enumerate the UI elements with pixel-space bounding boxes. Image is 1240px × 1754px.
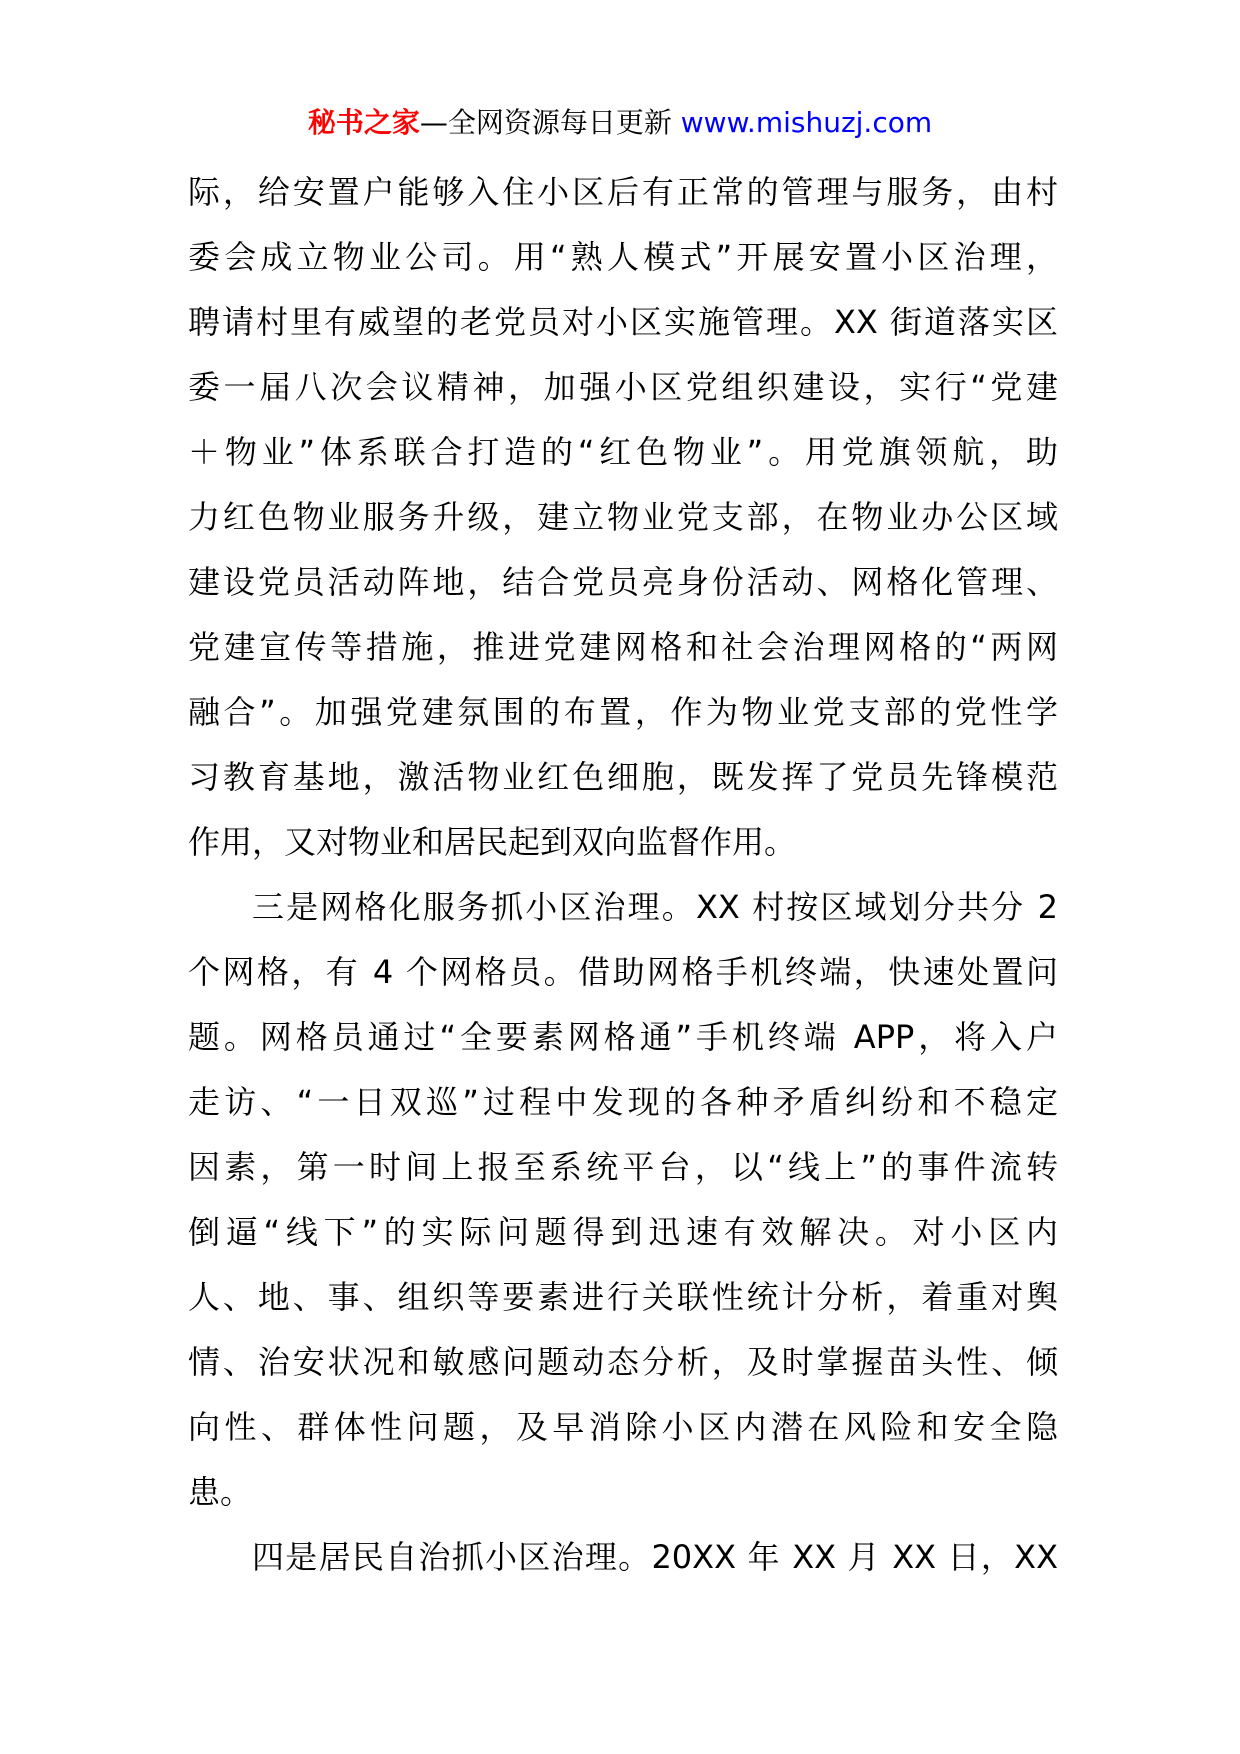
text-line: 情、治安状况和敏感问题动态分析，及时掌握苗头性、倾 (188, 1343, 1058, 1381)
text-line: 委一届八次会议精神，加强小区党组织建设，实行“党建 (188, 368, 1058, 406)
text-line: 人、地、事、组织等要素进行关联性统计分析，着重对舆 (188, 1278, 1058, 1316)
text-line: 际，给安置户能够入住小区后有正常的管理与服务，由村 (188, 173, 1058, 211)
text-line: 走访、“一日双巡”过程中发现的各种矛盾纠纷和不稳定 (188, 1083, 1058, 1121)
site-header (0, 101, 1240, 145)
text-line: 聘请村里有威望的老党员对小区实施管理。XX 街道落实区 (188, 303, 1058, 341)
text-line: ＋物业”体系联合打造的“红色物业”。用党旗领航，助 (188, 433, 1058, 471)
text-line: 力红色物业服务升级，建立物业党支部，在物业办公区域 (188, 498, 1058, 536)
text-line: 建设党员活动阵地，结合党员亮身份活动、网格化管理、 (188, 563, 1058, 601)
text-line: 习教育基地，激活物业红色细胞，既发挥了党员先锋模范 (188, 758, 1058, 796)
text-line: 作用，又对物业和居民起到双向监督作用。 (188, 823, 797, 861)
text-line: 因素，第一时间上报至系统平台，以“线上”的事件流转 (188, 1148, 1058, 1186)
paragraph-start-line: 三是网格化服务抓小区治理。XX 村按区域划分共分 2 (252, 888, 1058, 926)
text-line: 患。 (188, 1473, 253, 1511)
text-line: 委会成立物业公司。用“熟人模式”开展安置小区治理， (188, 238, 1058, 276)
site-brand: 秘书之家 (307, 106, 420, 139)
site-url-link[interactable]: www.mishuzj.com (680, 106, 933, 139)
text-line: 融合”。加强党建氛围的布置，作为物业党支部的党性学 (188, 693, 1058, 731)
text-line: 个网格，有 4 个网格员。借助网格手机终端，快速处置问 (188, 953, 1058, 991)
text-line: 向性、群体性问题，及早消除小区内潜在风险和安全隐 (188, 1408, 1058, 1446)
site-tagline: —全网资源每日更新 (419, 106, 681, 139)
paragraph-start-line: 四是居民自治抓小区治理。20XX 年 XX 月 XX 日，XX (252, 1538, 1058, 1576)
text-line: 党建宣传等措施，推进党建网格和社会治理网格的“两网 (188, 628, 1058, 666)
text-line: 倒逼“线下”的实际问题得到迅速有效解决。对小区内 (188, 1213, 1058, 1251)
document-body (188, 160, 1058, 1590)
text-line: 题。网格员通过“全要素网格通”手机终端 APP，将入户 (188, 1018, 1058, 1056)
